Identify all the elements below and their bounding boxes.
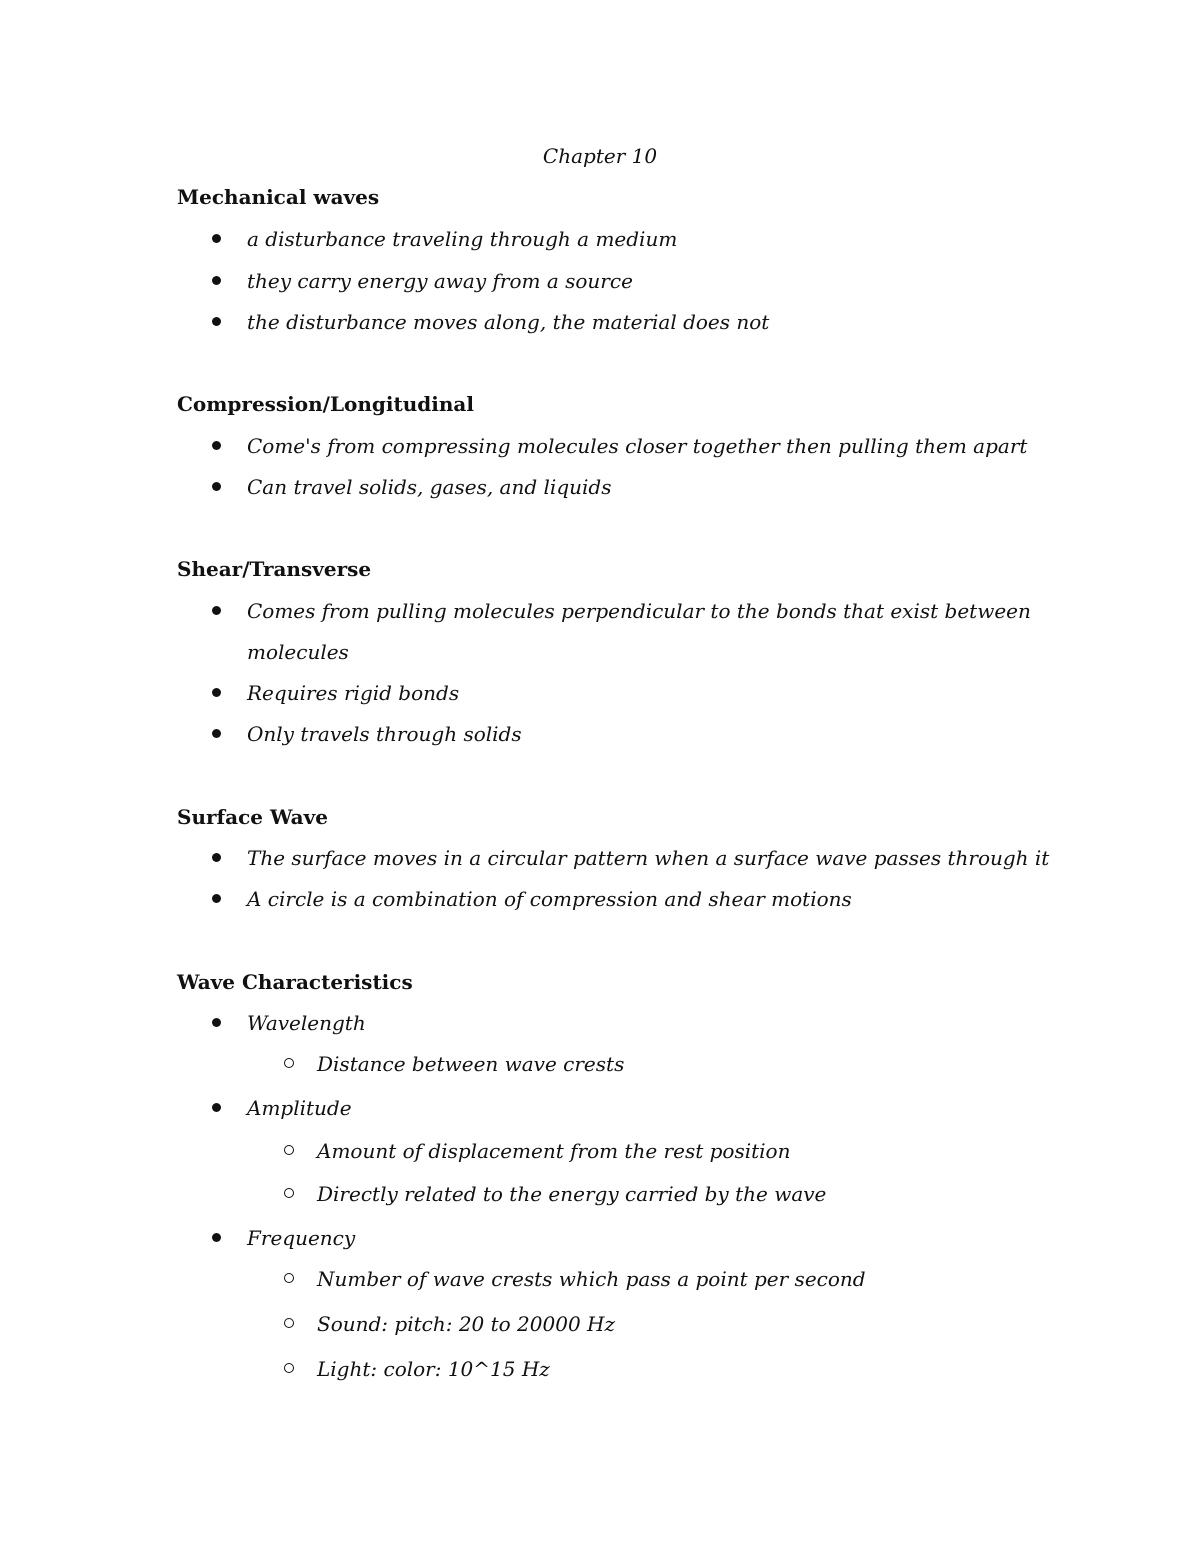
list-item-wavelength <box>0 1009 1200 1050</box>
sub-list-item-text: Number of wave crests which pass a point per second <box>317 1267 866 1291</box>
list-item-text: Wavelength <box>247 1011 366 1035</box>
bullet-icon <box>212 853 221 862</box>
sub-list-item <box>0 1137 1200 1178</box>
list-item-text: The surface moves in a circular pattern when a surface wave passes through it <box>247 846 1050 870</box>
list-item <box>0 720 1200 761</box>
hollow-bullet-icon <box>284 1058 294 1068</box>
list-item-text: A circle is a combination of compression and shear motions <box>247 887 852 911</box>
sub-list-item <box>0 1355 1200 1396</box>
sub-list-item-text: Directly related to the energy carried by the wave <box>317 1182 827 1206</box>
hollow-bullet-icon <box>284 1318 294 1328</box>
heading-wave-characteristics: Wave Characteristics <box>177 970 413 994</box>
list-item <box>0 679 1200 720</box>
heading-compression-longitudinal: Compression/Longitudinal <box>177 392 474 416</box>
list-item <box>0 885 1200 926</box>
list-item <box>0 267 1200 308</box>
list-item-text: Comes from pulling molecules perpendicular to the bonds that exist between <box>247 599 1031 623</box>
list-item <box>0 597 1200 638</box>
list-item <box>0 432 1200 473</box>
list-item-text: Amplitude <box>247 1096 352 1120</box>
bullet-icon <box>212 1233 221 1242</box>
list-item <box>0 308 1200 349</box>
hollow-bullet-icon <box>284 1363 294 1373</box>
list-item-text: Can travel solids, gases, and liquids <box>247 475 612 499</box>
bullet-icon <box>212 317 221 326</box>
heading-shear-transverse: Shear/Transverse <box>177 557 372 581</box>
list-item-text: Come's from compressing molecules closer together then pulling them apart <box>247 434 1028 458</box>
hollow-bullet-icon <box>284 1273 294 1283</box>
bullet-icon <box>212 482 221 491</box>
list-item <box>0 844 1200 885</box>
bullet-icon <box>212 441 221 450</box>
sub-list-item <box>0 1050 1200 1091</box>
list-item-text: Frequency <box>247 1226 356 1250</box>
bullet-icon <box>212 1018 221 1027</box>
bullet-icon <box>212 688 221 697</box>
sub-list-item <box>0 1265 1200 1306</box>
list-item-amplitude <box>0 1094 1200 1135</box>
sub-list-item <box>0 1310 1200 1351</box>
bullet-icon <box>212 1103 221 1112</box>
hollow-bullet-icon <box>284 1188 294 1198</box>
sub-list-item-text: Amount of displacement from the rest position <box>317 1139 791 1163</box>
list-item-text: a disturbance traveling through a medium <box>247 227 678 251</box>
heading-mechanical-waves: Mechanical waves <box>177 185 380 209</box>
hollow-bullet-icon <box>284 1145 294 1155</box>
list-item <box>0 225 1200 266</box>
bullet-icon <box>212 729 221 738</box>
list-item-text: Only travels through solids <box>247 722 522 746</box>
list-item <box>0 473 1200 514</box>
chapter-title: Chapter 10 <box>542 144 658 168</box>
bullet-icon <box>212 234 221 243</box>
sub-list-item <box>0 1180 1200 1221</box>
bullet-icon <box>212 606 221 615</box>
list-item-text: molecules <box>247 640 349 664</box>
bullet-icon <box>212 276 221 285</box>
list-item-text: the disturbance moves along, the material does not <box>247 310 770 334</box>
list-item-continuation <box>0 638 1200 679</box>
sub-list-item-text: Sound: pitch: 20 to 20000 Hz <box>317 1312 616 1336</box>
sub-list-item-text: Light: color: 10^15 Hz <box>317 1357 550 1381</box>
list-item-text: Requires rigid bonds <box>247 681 460 705</box>
heading-surface-wave: Surface Wave <box>177 805 328 829</box>
list-item-text: they carry energy away from a source <box>247 269 633 293</box>
sub-list-item-text: Distance between wave crests <box>317 1052 625 1076</box>
list-item-frequency <box>0 1224 1200 1265</box>
bullet-icon <box>212 894 221 903</box>
